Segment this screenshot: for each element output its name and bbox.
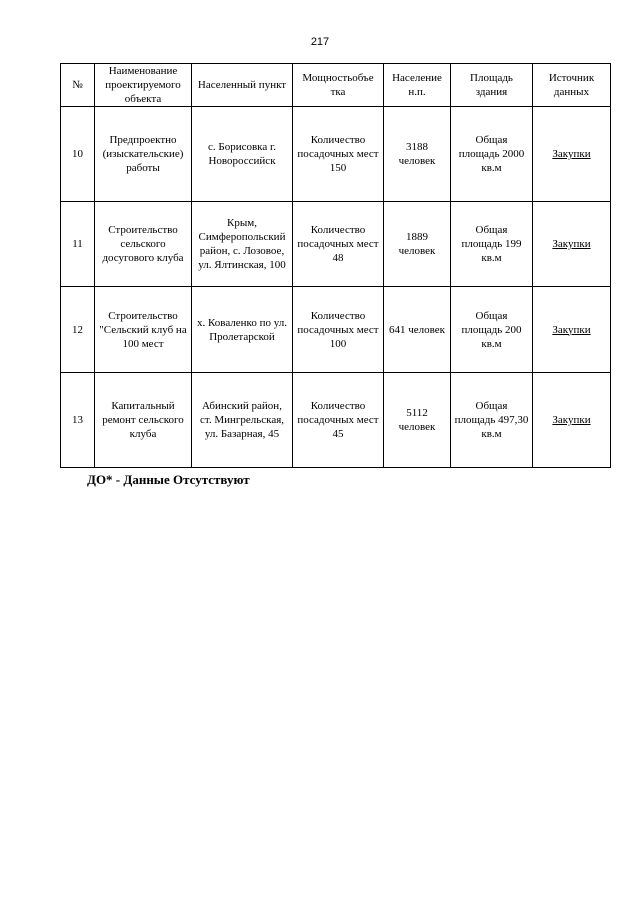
cell-source — [533, 287, 611, 373]
header-source: Источник данных — [533, 64, 611, 107]
page-number: 217 — [310, 36, 330, 48]
cell-area: Общая площадь 199 кв.м — [451, 202, 533, 287]
header-number: № — [61, 64, 95, 107]
table-row — [61, 107, 611, 202]
header-capacity: Мощностьобъе тка — [293, 64, 384, 107]
projects-table — [60, 63, 611, 468]
cell-object: Строительство "Сельский клуб на 100 мест — [95, 287, 192, 373]
cell-number: 13 — [61, 373, 95, 468]
cell-number: 10 — [61, 107, 95, 202]
table-row — [61, 202, 611, 287]
cell-population: 641 человек — [384, 287, 451, 373]
header-object: Наименование проектируемого объекта — [95, 64, 192, 107]
source-link[interactable]: Закупки — [552, 238, 591, 250]
cell-settlement: х. Коваленко по ул. Пролетарской — [192, 287, 293, 373]
cell-area: Общая площадь 497,30 кв.м — [451, 373, 533, 468]
cell-object: Предпроектно (изыскательские) работы — [95, 107, 192, 202]
cell-population: 5112 человек — [384, 373, 451, 468]
table-row — [61, 373, 611, 468]
cell-capacity: Количество посадочных мест 45 — [293, 373, 384, 468]
cell-settlement: Абинский район, ст. Мингрельская, ул. Базарная, 45 — [192, 373, 293, 468]
cell-number: 12 — [61, 287, 95, 373]
footnote: ДО* - Данные Отсутствуют — [87, 472, 250, 487]
cell-settlement: с. Борисовка г. Новороссийск — [192, 107, 293, 202]
cell-capacity: Количество посадочных мест 100 — [293, 287, 384, 373]
cell-population: 1889 человек — [384, 202, 451, 287]
header-area: Площадь здания — [451, 64, 533, 107]
cell-source — [533, 107, 611, 202]
cell-area: Общая площадь 200 кв.м — [451, 287, 533, 373]
cell-population: 3188 человек — [384, 107, 451, 202]
cell-source — [533, 202, 611, 287]
cell-object: Капитальный ремонт сельского клуба — [95, 373, 192, 468]
cell-source — [533, 373, 611, 468]
source-link[interactable]: Закупки — [552, 414, 591, 426]
header-settlement: Населенный пункт — [192, 64, 293, 107]
source-link[interactable]: Закупки — [552, 148, 591, 160]
cell-settlement: Крым, Симферопольский район, с. Лозовое, ул. Ялтинская, 100 — [192, 202, 293, 287]
header-population: Население н.п. — [384, 64, 451, 107]
source-link[interactable]: Закупки — [552, 323, 591, 336]
cell-number: 11 — [61, 202, 95, 287]
cell-capacity: Количество посадочных мест 150 — [293, 107, 384, 202]
table-header-row — [61, 64, 611, 107]
cell-object: Строительство сельского досугового клуба — [95, 202, 192, 287]
cell-area: Общая площадь 2000 кв.м — [451, 107, 533, 202]
cell-capacity: Количество посадочных мест 48 — [293, 202, 384, 287]
table-row — [61, 287, 611, 373]
